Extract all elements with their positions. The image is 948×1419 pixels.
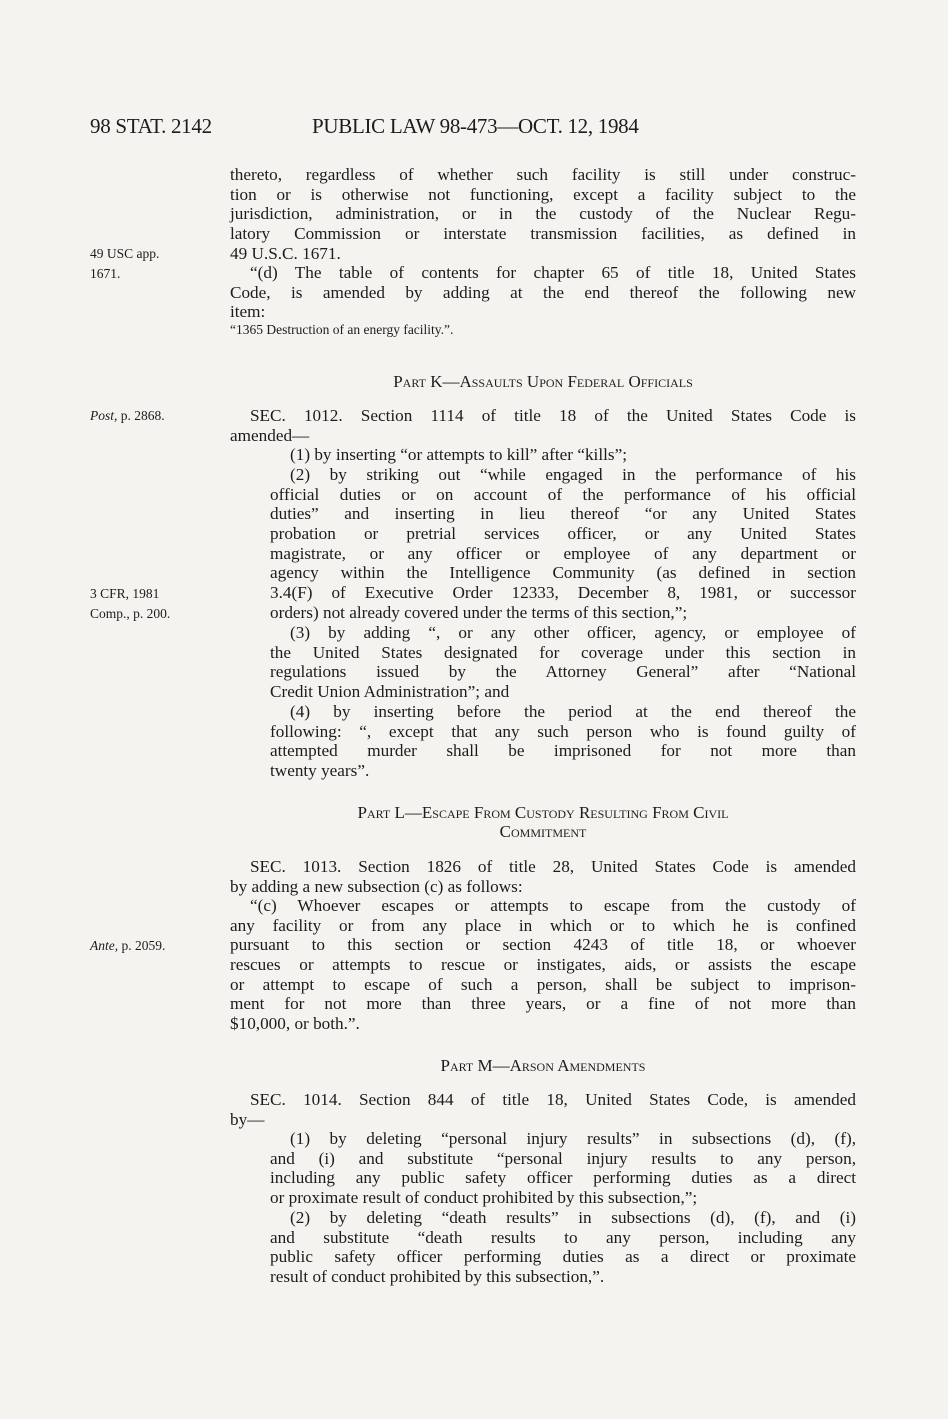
- text-line: “(c) Whoever escapes or attempts to escape from the custody of: [250, 896, 856, 915]
- text-line: Credit Union Administration”; and: [270, 682, 510, 702]
- text-line: (2) by striking out “while engaged in the performance of his: [290, 465, 856, 484]
- text-line: (2) by deleting “death results” in subsections (d), (f), and (i): [290, 1208, 856, 1227]
- text-line: or attempt to escape of such a person, shall be subject to imprison-: [230, 974, 856, 994]
- text-line: ment for not more than three years, or a fine of not more than: [230, 994, 856, 1014]
- text-line: SEC. 1013. Section 1826 of title 28, United States Code is amended: [250, 857, 856, 876]
- note-italic: Ante,: [90, 938, 119, 953]
- note-text: p. 2059.: [118, 938, 166, 953]
- subsection-c: [230, 896, 856, 1034]
- text-line: $10,000, or both.”.: [230, 1014, 360, 1034]
- text-line: jurisdiction, administration, or in the custody of the Nuclear Regu-: [230, 204, 856, 224]
- text-line: regulations issued by the Attorney General” after “National: [270, 662, 856, 682]
- item-m2: [230, 1208, 856, 1287]
- text-line: or proximate result of conduct prohibited by this subsection,”;: [270, 1188, 698, 1208]
- text-line: (3) by adding “, or any other officer, agency, or employee of: [290, 623, 856, 642]
- text-line: SEC. 1012. Section 1114 of title 18 of the United States Code is: [250, 406, 856, 425]
- text-line: result of conduct prohibited by this subsection,”.: [270, 1267, 605, 1287]
- text-line: including any public safety officer performing duties as a direct: [270, 1168, 856, 1188]
- item-m1: [230, 1129, 856, 1208]
- text-line: (4) by inserting before the period at the end thereof the: [290, 702, 856, 721]
- text-line: orders) not already covered under the terms of this section,”;: [270, 602, 688, 622]
- margin-note-ante: [90, 936, 165, 956]
- text-line: duties” and inserting in lieu thereof “or any United States: [270, 504, 856, 524]
- text-line: by—: [230, 1109, 265, 1129]
- text-line: agency within the Intelligence Community (as defined in section: [270, 563, 856, 583]
- text-line: item:: [230, 302, 266, 322]
- stat-page-number: 98 STAT. 2142: [90, 114, 212, 138]
- note-line: 1671.: [90, 265, 121, 281]
- text-line: (1) by deleting “personal injury results” in subsections (d), (f),: [290, 1129, 856, 1148]
- text-line: latory Commission or interstate transmission facilities, as defined in: [230, 224, 856, 244]
- margin-note-post: [90, 406, 165, 426]
- text-line: probation or pretrial services officer, or any United States: [270, 524, 856, 544]
- section-1012: [230, 406, 856, 445]
- note-text: p. 2868.: [117, 408, 165, 423]
- text-line: rescues or attempts to rescue or instigates, aids, or assists the escape: [230, 955, 856, 975]
- margin-note-3cfr: [90, 584, 170, 623]
- margin-note-49usc: [90, 244, 159, 283]
- text-line: any facility or from any place in which or to which he is confined: [230, 915, 856, 935]
- text-line: 49 U.S.C. 1671.: [230, 243, 341, 263]
- text-line: official duties or on account of the performance of his official: [270, 484, 856, 504]
- note-line: Comp., p. 200.: [90, 605, 171, 621]
- text-line: tion or is otherwise not functioning, except a facility subject to the: [230, 184, 856, 204]
- part-l-heading: Part L—Escape From Custody Resulting From Civil: [357, 803, 729, 822]
- text-line: by adding a new subsection (c) as follows:: [230, 876, 523, 896]
- text-line: following: “, except that any such person who is found guilty of: [270, 721, 856, 741]
- item-k1: [230, 445, 856, 465]
- note-line: 49 USC app.: [90, 246, 160, 261]
- text-line: twenty years”.: [270, 761, 370, 781]
- text-line: “(d) The table of contents for chapter 65 of title 18, United States: [250, 263, 856, 282]
- text-line: amended—: [230, 425, 310, 445]
- part-k-heading: Part K—Assaults Upon Federal Officials: [393, 372, 693, 391]
- text-line: attempted murder shall be imprisoned for not more than: [270, 741, 856, 761]
- toc-item: “1365 Destruction of an energy facility.”.: [230, 322, 454, 337]
- text-line: the United States designated for coverage under this section in: [270, 642, 856, 662]
- note-italic: Post,: [90, 408, 118, 423]
- section-1013: [230, 857, 856, 896]
- running-title: PUBLIC LAW 98-473—OCT. 12, 1984: [312, 114, 639, 138]
- item-k2: [230, 465, 856, 623]
- text-line: and substitute “death results to any person, including any: [270, 1227, 856, 1247]
- text-line: and (i) and substitute “personal injury results to any person,: [270, 1148, 856, 1168]
- note-line: 3 CFR, 1981: [90, 586, 160, 601]
- part-l-heading-2: Commitment: [499, 822, 587, 841]
- text-line: (1) by inserting “or attempts to kill” after “kills”;: [290, 445, 627, 464]
- text-line: thereto, regardless of whether such facility is still under construc-: [230, 165, 856, 184]
- text-line: magistrate, or any officer or employee of any department or: [270, 543, 856, 563]
- item-k3: [230, 623, 856, 702]
- section-1014: [230, 1090, 856, 1129]
- subsection-d: [230, 263, 856, 322]
- text-line: 3.4(F) of Executive Order 12333, December 8, 1981, or successor: [270, 583, 856, 603]
- text-line: public safety officer performing duties as a direct or proximate: [270, 1247, 856, 1267]
- text-line: SEC. 1014. Section 844 of title 18, United States Code, is amended: [250, 1090, 856, 1109]
- text-line: pursuant to this section or section 4243 of title 18, or whoever: [230, 935, 856, 955]
- item-k4: [230, 702, 856, 781]
- continued-paragraph: [230, 165, 856, 263]
- part-m-heading: Part M—Arson Amendments: [440, 1056, 646, 1075]
- text-line: Code, is amended by adding at the end thereof the following new: [230, 282, 856, 302]
